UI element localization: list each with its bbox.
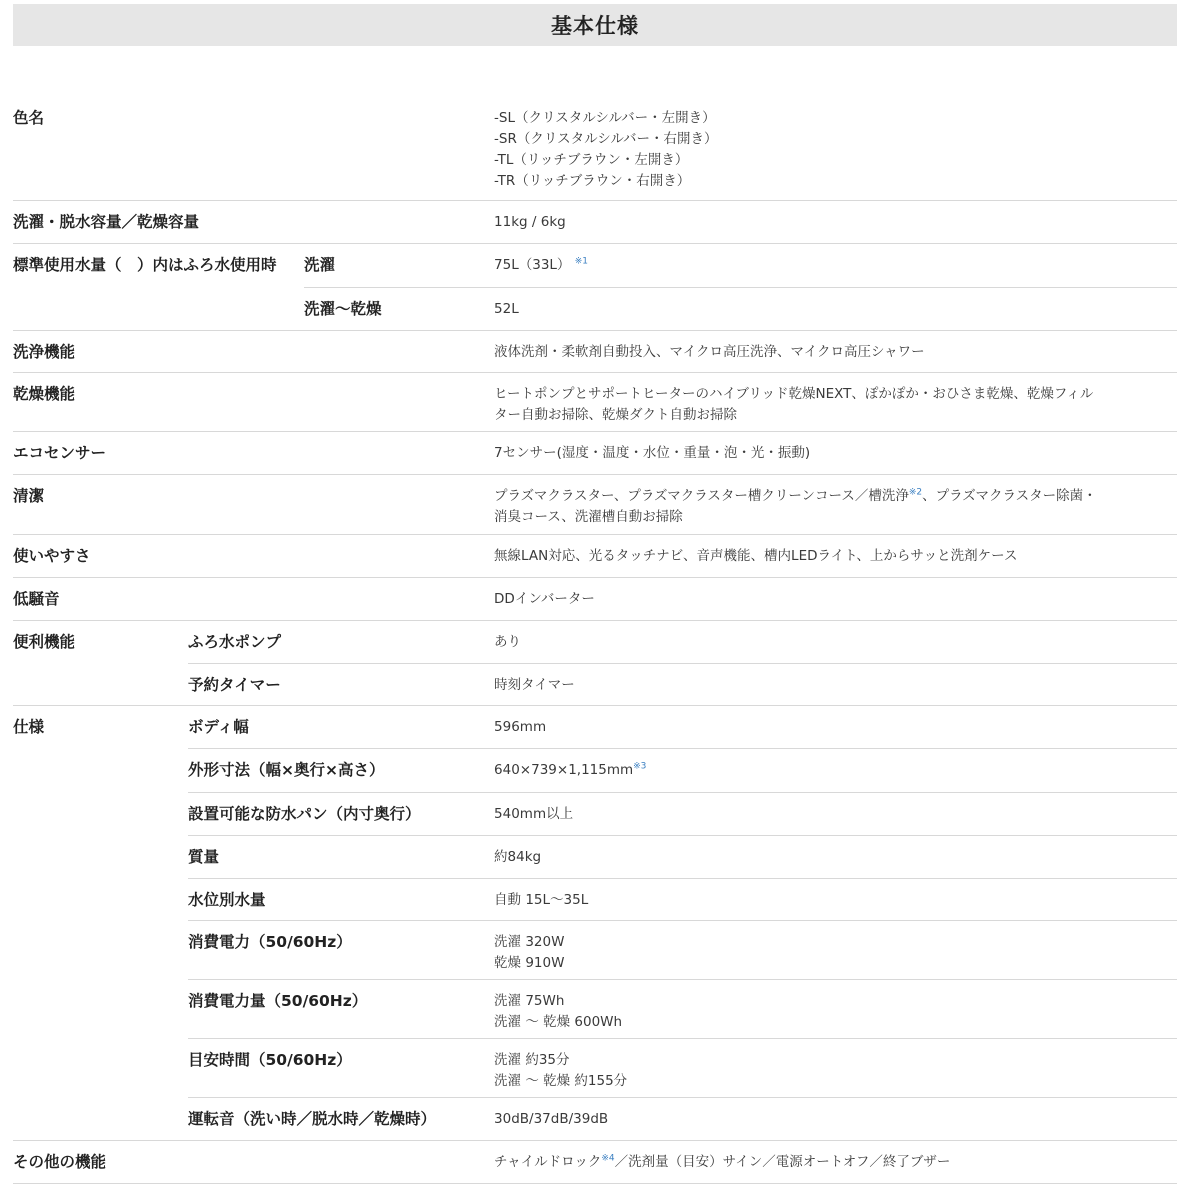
- row-value: 540mm以上: [494, 792, 1177, 835]
- row-label: 便利機能: [13, 620, 188, 705]
- footnote-link[interactable]: ※1: [574, 256, 589, 266]
- table-row: [13, 431, 1177, 474]
- row-value: DDインバーター: [494, 577, 1177, 620]
- table-row: [13, 372, 1177, 431]
- sub-label: 消費電力量（50/60Hz）: [188, 979, 494, 1038]
- row-value: 洗濯 75Wh 洗濯 〜 乾燥 600Wh: [494, 979, 1177, 1038]
- row-value: 7センサー(湿度・温度・水位・重量・泡・光・振動): [494, 431, 1177, 474]
- row-value: 75L（33L） $^{※1}$: [494, 243, 1177, 287]
- table-row: [13, 474, 1177, 534]
- row-value: 無線LAN対応、光るタッチナビ、音声機能、槽内LEDライト、上からサッと洗剤ケース: [494, 534, 1177, 577]
- table-row: [13, 97, 1177, 200]
- footnote-link[interactable]: ※4: [601, 1153, 615, 1163]
- section-header: [13, 4, 1177, 46]
- sub-label: 洗濯: [304, 243, 494, 287]
- table-row: [13, 330, 1177, 372]
- table-row: [13, 920, 1177, 979]
- table-row: [13, 878, 1177, 920]
- sub-label: 目安時間（50/60Hz）: [188, 1038, 494, 1097]
- row-value: 約84kg: [494, 835, 1177, 878]
- row-label: エコセンサー: [13, 431, 494, 474]
- sub-label: 設置可能な防水パン（内寸奥行）: [188, 792, 494, 835]
- sub-label: 質量: [188, 835, 494, 878]
- row-label: その他の機能: [13, 1140, 494, 1183]
- table-row: [13, 1097, 1177, 1140]
- sub-label: 洗濯〜乾燥: [304, 287, 494, 330]
- row-value: 洗濯 約35分 洗濯 〜 乾燥 約155分: [494, 1038, 1177, 1097]
- row-label: 仕様: [13, 705, 188, 1140]
- table-row: [13, 748, 1177, 792]
- row-label: 洗浄機能: [13, 330, 494, 372]
- spec-table: [13, 97, 1177, 1184]
- table-row: [13, 1140, 1177, 1183]
- sub-label: 水位別水量: [188, 878, 494, 920]
- table-row: [13, 1038, 1177, 1097]
- row-value: あり: [494, 620, 1177, 663]
- row-value: -SL（クリスタルシルバー・左開き） -SR（クリスタルシルバー・右開き） -TL（リッチブラウン・左開き） -TR（リッチブラウン・右開き）: [494, 97, 1177, 200]
- sub-label: ボディ幅: [188, 705, 494, 748]
- table-row: [13, 620, 1177, 663]
- row-label: 洗濯・脱水容量／乾燥容量: [13, 200, 494, 243]
- table-row: [13, 705, 1177, 748]
- row-value: プラズマクラスター、プラズマクラスター槽クリーンコース／槽洗浄$^{※2}$、プラズマクラスター除菌・ 消臭コース、洗濯槽自動お掃除: [494, 474, 1177, 534]
- row-value: 640×739×1,115mm$^{※3}$: [494, 748, 1177, 792]
- row-value: 596mm: [494, 705, 1177, 748]
- row-value: 洗濯 320W 乾燥 910W: [494, 920, 1177, 979]
- sub-label: 外形寸法（幅×奥行×高さ）: [188, 748, 494, 792]
- sub-label: 予約タイマー: [188, 663, 494, 705]
- table-row: [13, 835, 1177, 878]
- table-row: [13, 792, 1177, 835]
- row-value: 時刻タイマー: [494, 663, 1177, 705]
- row-value: 52L: [494, 287, 1177, 330]
- sub-label: ふろ水ポンプ: [188, 620, 494, 663]
- table-row: [13, 534, 1177, 577]
- row-value: 11kg / 6kg: [494, 200, 1177, 243]
- table-row: [13, 200, 1177, 243]
- row-label: 使いやすさ: [13, 534, 494, 577]
- row-label: 清潔: [13, 474, 494, 534]
- row-label: 乾燥機能: [13, 372, 494, 431]
- row-label: 低騒音: [13, 577, 494, 620]
- footnote-link[interactable]: ※3: [633, 761, 647, 771]
- page-title: 基本仕様: [551, 14, 639, 38]
- footnote-link[interactable]: ※2: [908, 487, 923, 497]
- table-row: [13, 577, 1177, 620]
- table-row: [13, 663, 1177, 705]
- sub-label: 運転音（洗い時／脱水時／乾燥時）: [188, 1097, 494, 1140]
- row-value: 液体洗剤・柔軟剤自動投入、マイクロ高圧洗浄、マイクロ高圧シャワー: [494, 330, 1177, 372]
- table-row: [13, 243, 1177, 287]
- sub-label: 消費電力（50/60Hz）: [188, 920, 494, 979]
- row-label: 色名: [13, 97, 494, 200]
- row-value: ヒートポンプとサポートヒーターのハイブリッド乾燥NEXT、ぽかぽか・おひさま乾燥、乾燥フィル ター自動お掃除、乾燥ダクト自動お掃除: [494, 372, 1177, 431]
- row-value: 30dB/37dB/39dB: [494, 1097, 1177, 1140]
- row-value: チャイルドロック$^{※4}$／洗剤量（目安）サイン／電源オートオフ／終了ブザー: [494, 1140, 1177, 1183]
- table-row: [13, 979, 1177, 1038]
- row-label: 標準使用水量（ ）内はふろ水使用時: [13, 243, 304, 330]
- row-value: 自動 15L〜35L: [494, 878, 1177, 920]
